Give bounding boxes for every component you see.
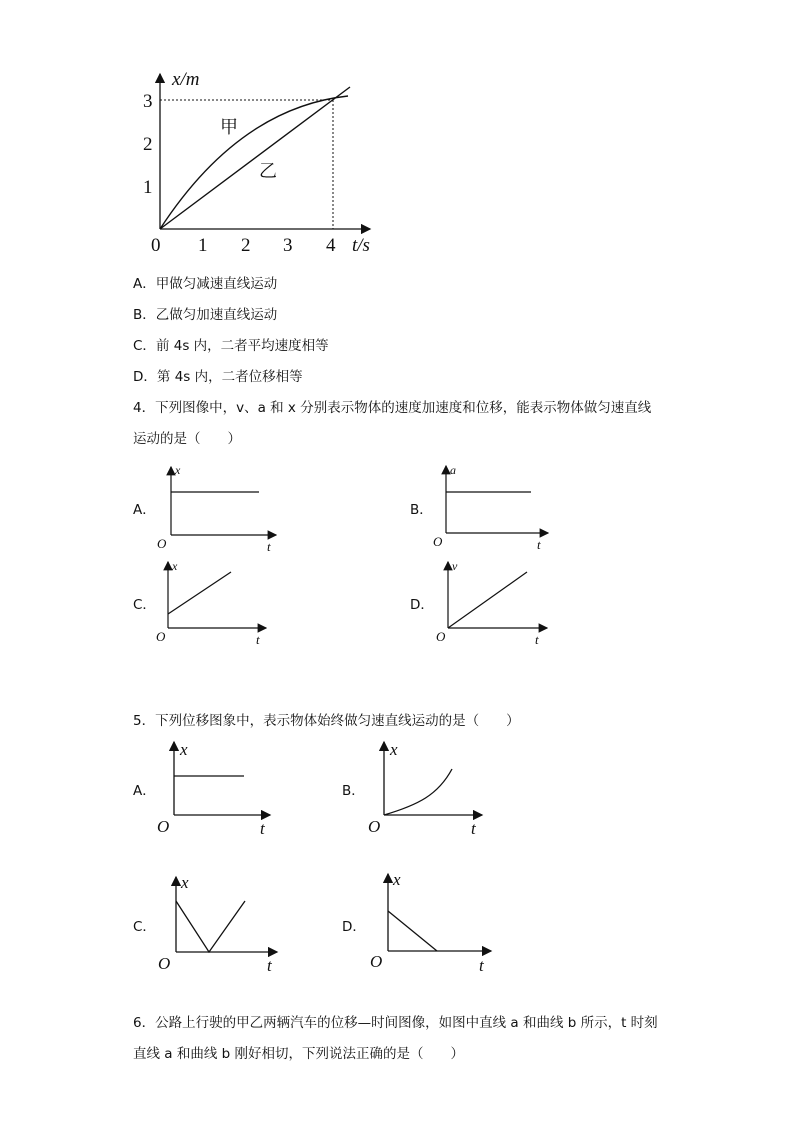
option-text: 乙做匀加速直线运动 xyxy=(155,307,278,323)
q5a-t-label: t xyxy=(260,819,265,838)
q4d-origin: O xyxy=(436,629,446,644)
option-text: 第 4s 内，二者位移相等 xyxy=(156,369,303,385)
option-text: 甲做匀减速直线运动 xyxy=(155,276,278,292)
q3-y-tick: 3 xyxy=(143,91,153,112)
q4-option-b-letter[interactable]: B． xyxy=(410,502,433,518)
q5a-origin: O xyxy=(157,817,170,836)
q3-y-tick: 2 xyxy=(143,134,153,155)
q4-stem-line1: 4．下列图像中，v、a 和 x 分别表示物体的速度加速度和位移，能表示物体做匀速直线 xyxy=(133,400,652,416)
q4a-y-label: x xyxy=(175,463,181,477)
q5b-t-label: t xyxy=(471,819,476,838)
option-letter: A． xyxy=(133,276,156,292)
q3-label-jia: 甲 xyxy=(220,117,238,138)
option-letter: C． xyxy=(133,338,156,354)
option-text: 前 4s 内，二者平均速度相等 xyxy=(155,338,329,354)
q3-origin-label: 0 xyxy=(151,235,161,256)
q5-option-a-letter[interactable]: A． xyxy=(133,783,156,799)
q5b-y-label: x xyxy=(390,740,398,759)
q3-x-tick: 4 xyxy=(326,235,336,256)
q5-option-d-letter[interactable]: D． xyxy=(342,919,366,935)
q4a-origin: O xyxy=(157,536,167,551)
q3-x-tick: 3 xyxy=(283,235,293,256)
q4c-t-label: t xyxy=(256,632,260,647)
q5-option-b-letter[interactable]: B． xyxy=(342,783,365,799)
q4-option-a-letter[interactable]: A． xyxy=(133,502,156,518)
q3-x-label: t/s xyxy=(352,235,370,256)
q4b-y-label: a xyxy=(450,463,456,477)
q5d-y-label: x xyxy=(393,870,401,889)
q3-x-tick: 2 xyxy=(241,235,251,256)
q3-label-yi: 乙 xyxy=(259,161,277,182)
q5-option-c-letter[interactable]: C． xyxy=(133,919,156,935)
option-letter: D． xyxy=(133,369,157,385)
q6-stem-line2: 直线 a 和曲线 b 刚好相切，下列说法正确的是（ ） xyxy=(133,1046,465,1062)
q6-stem-line1: 6．公路上行驶的甲乙两辆汽车的位移—时间图像，如图中直线 a 和曲线 b 所示，t 时刻 xyxy=(133,1015,658,1031)
q4b-origin: O xyxy=(433,534,443,549)
q3-y-label: x/m xyxy=(172,69,200,90)
q4-stem-line2: 运动的是（ ） xyxy=(133,431,241,447)
option-letter: B． xyxy=(133,307,156,323)
q4c-origin: O xyxy=(156,629,166,644)
q5d-t-label: t xyxy=(479,956,484,975)
q5d-origin: O xyxy=(370,952,383,971)
q3-x-tick: 1 xyxy=(198,235,208,256)
q4-option-c-letter[interactable]: C． xyxy=(133,597,156,613)
q4-option-d-letter[interactable]: D． xyxy=(410,597,434,613)
q4d-y-label: v xyxy=(452,559,458,573)
q5b-origin: O xyxy=(368,817,381,836)
q5c-t-label: t xyxy=(267,956,272,975)
q4b-t-label: t xyxy=(537,537,541,552)
q5d-data-line xyxy=(388,911,437,951)
q5c-y-label: x xyxy=(181,873,189,892)
q3-y-tick: 1 xyxy=(143,177,153,198)
q4d-t-label: t xyxy=(535,632,539,647)
q5a-y-label: x xyxy=(180,740,188,759)
q4a-t-label: t xyxy=(267,539,271,554)
q5c-origin: O xyxy=(158,954,171,973)
q5-stem: 5．下列位移图象中，表示物体始终做匀速直线运动的是（ ） xyxy=(133,713,520,729)
q4c-y-label: x xyxy=(172,559,178,573)
